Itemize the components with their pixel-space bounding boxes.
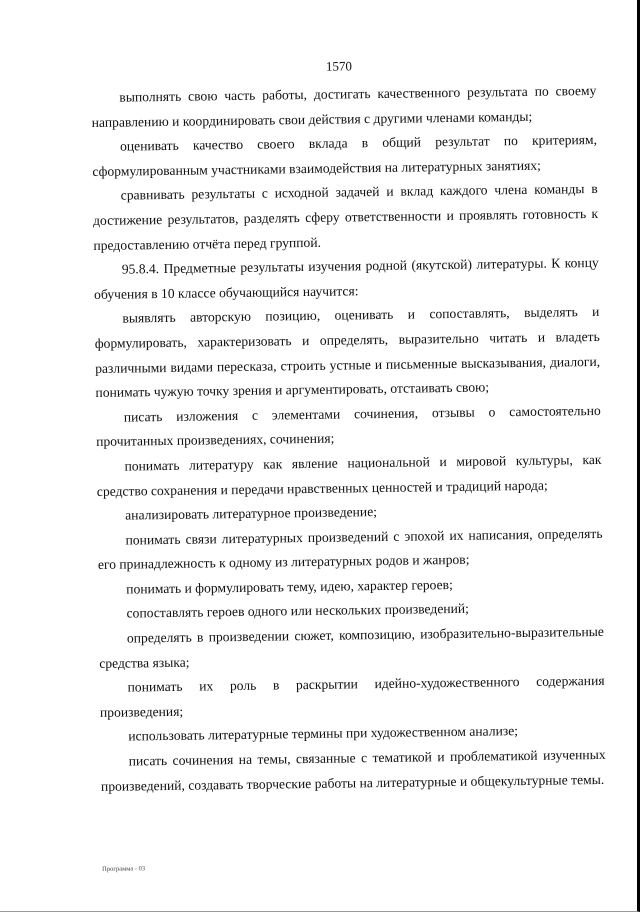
paragraph: анализировать литературное произведение; [125, 504, 378, 523]
paragraph: сравнивать результаты с исходной задачей и вклад каждого члена команды в достижение результатов, разделять сферу ответственности и проявлять готовность к предоставлению отчёта перед группой. [92, 181, 599, 253]
paragraph: использовать литературные термины при художественном анализе; [128, 723, 519, 744]
paragraph: понимать и формулировать тему, идею, характер героев; [126, 576, 453, 597]
paragraph: оценивать качество своего вклада в общий результат по критериям, сформулированным участниками взаимодействия на литературных занятиях; [92, 132, 598, 179]
paragraph: писать изложения с элементами сочинения, отзывы о самостоятельно прочитанных произведениях, сочинения; [96, 402, 601, 450]
paragraph: понимать их роль в раскрытии идейно-художественного содержания произведения; [99, 673, 605, 720]
paragraph: выполнять свою часть работы, достигать качественного результата по своему направлению и координировать свои действия с другими членами команды; [91, 82, 597, 130]
document-body [91, 79, 606, 799]
paragraph: понимать связи литературных произведений с эпохой их написания, определять его принадлежность к одному из литературных родов и жанров; [97, 525, 603, 573]
paragraph: понимать литературу как явление национальной и мировой культуры, как средство сохранения и передачи нравственных ценностей и традиций народа; [96, 451, 602, 499]
page-footer: Программа - 03 [102, 865, 146, 873]
document-page [90, 0, 623, 912]
page-number: 1570 [325, 58, 353, 74]
paragraph: писать сочинения на темы, связанные с тематикой и проблематикой изученных произведений, создавать творческие работы на литературные и общекультурные темы. [100, 746, 606, 794]
section-heading-paragraph: 95.8.4. Предметные результаты изучения родной (якутской) литературы. К концу обучения в 10 классе обучающийся научится: [94, 255, 599, 302]
paragraph: определять в произведении сюжет, композицию, изобразительно-выразительные средства языка; [99, 623, 604, 671]
paragraph: выявлять авторскую позицию, оценивать и сопоставлять, выделять и формулировать, характеризовать и определять, выразительно читать и владеть различными видами пересказа, строить устные и письменные высказывания, диалоги, понимать чужую точку зрения и аргументировать, отстаивать свою; [94, 304, 601, 401]
paragraph: сопоставлять героев одного или нескольких произведений; [126, 601, 470, 622]
